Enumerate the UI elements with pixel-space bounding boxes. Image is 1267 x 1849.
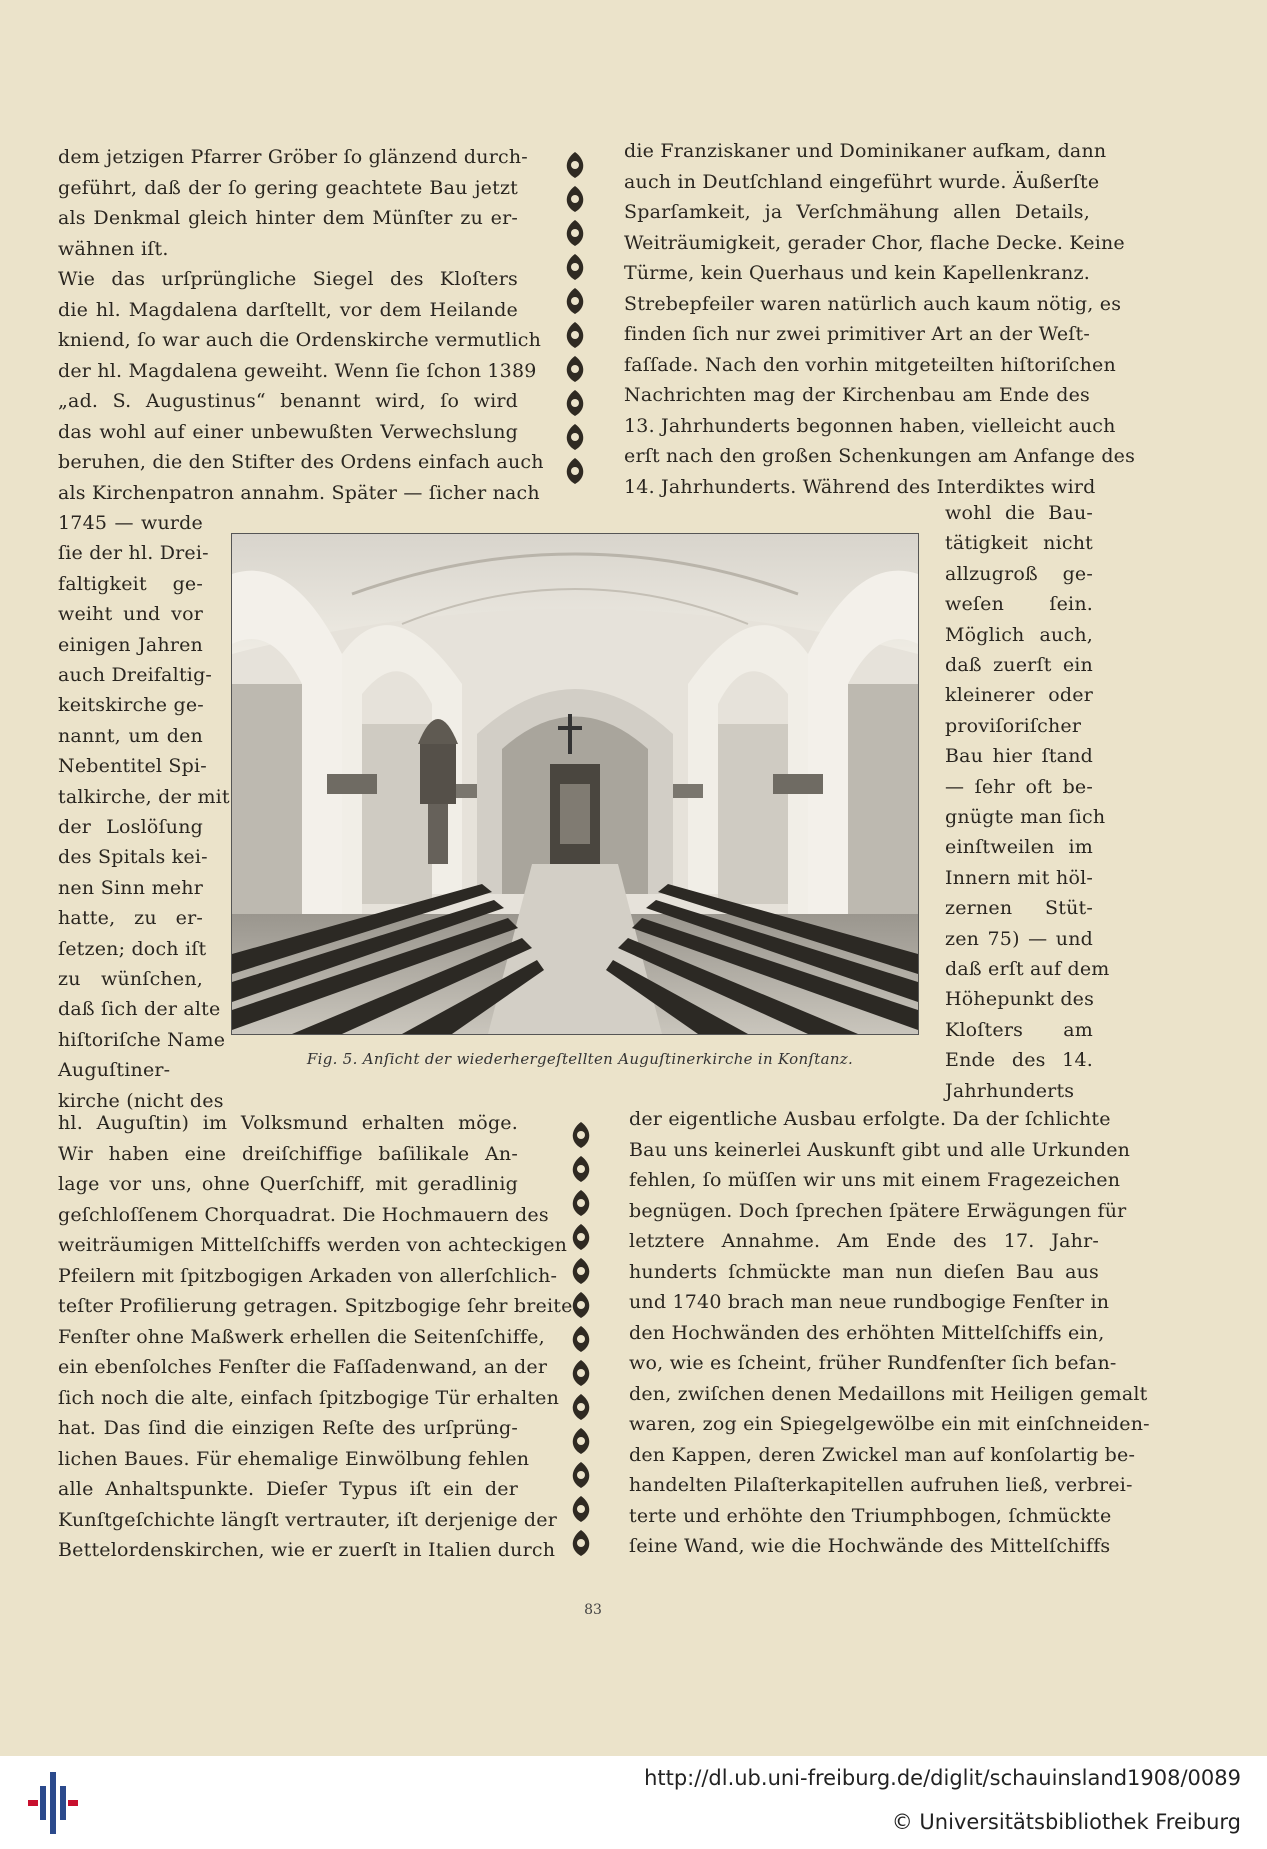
text-line: Bau uns keinerlei Auskunft gibt und alle Urkunden (629, 1138, 1131, 1161)
text-line: ſeine Wand, wie die Hochwände des Mittelſchiffs (629, 1535, 1111, 1557)
source-url-link[interactable]: http://dl.ub.uni-freiburg.de/diglit/schauinsland1908/0089 (644, 1766, 1241, 1790)
text-line: geſchloſſenem Chorquadrat. Die Hochmauern des (58, 1203, 549, 1226)
text-line: talkirche, der mit (58, 785, 230, 808)
text-line: Weiträumigkeit, gerader Chor, flache Decke. Keine (624, 231, 1125, 254)
text-line: wohl die Bau- (945, 502, 1093, 524)
text-line: auch Dreifaltig- (58, 664, 213, 686)
text-line: zu wünſchen, (58, 968, 203, 990)
text-line: wo, wie es ſcheint, früher Rundfenſter ſich befan- (629, 1352, 1117, 1374)
text-line: ein ebenſolches Fenſter die Faſſadenwand, an der (58, 1356, 548, 1378)
text-line: ſetzen; doch iſt (58, 937, 207, 960)
text-line: fehlen, ſo müſſen wir uns mit einem Fragezeichen (629, 1169, 1121, 1191)
text-line: geführt, daß der ſo gering geachtete Bau jetzt (58, 176, 518, 199)
text-line: 1745 — wurde (58, 512, 203, 534)
text-line: ſie der hl. Drei- (58, 542, 209, 565)
text-line: gnügte man ſich (945, 806, 1106, 828)
text-line: Pfeilern mit ſpitzbogigen Arkaden von allerſchlich- (58, 1264, 558, 1287)
text-line: den Hochwänden des erhöhten Mittelſchiffs ein, (629, 1321, 1105, 1344)
text-line: kniend, ſo war auch die Ordenskirche vermutlich (58, 329, 542, 351)
page-number: 83 (584, 1602, 602, 1618)
text-line: daß ſich der alte (58, 998, 221, 1021)
text-line: Nebentitel Spi- (58, 755, 207, 778)
text-line: weſen ſein. (945, 593, 1093, 616)
text-line: hunderts ſchmückte man nun dieſen Bau aus (629, 1260, 1099, 1283)
text-line: letztere Annahme. Am Ende des 17. Jahr- (629, 1230, 1099, 1252)
ornament-band-bottom (566, 1118, 596, 1558)
text-line: begnügen. Doch ſprechen ſpätere Erwägungen für (629, 1199, 1127, 1222)
text-line: weiträumigen Mittelſchiffs werden von achteckigen (58, 1234, 568, 1256)
text-line: „ad. S. Augustinus“ benannt wird, ſo wird (58, 390, 518, 412)
copyright-notice: © Universitätsbibliothek Freiburg (891, 1810, 1241, 1834)
text-line: zernen Stüt- (945, 897, 1093, 920)
text-line: allzugroß ge- (945, 562, 1093, 585)
text-line: auch in Deutſchland eingeführt wurde. Äußerſte (624, 170, 1100, 193)
text-line: 14. Jahrhunderts. Während des Interdiktes wird (624, 475, 1096, 498)
text-line: terte und erhöhte den Triumphbogen, ſchmückte (629, 1504, 1112, 1527)
text-line: Sparſamkeit, ja Verſchmähung allen Details, (624, 201, 1090, 223)
ornament-band-top (560, 148, 590, 503)
text-line: kirche (nicht des (58, 1089, 224, 1112)
text-line: daß erſt auf dem (945, 958, 1110, 980)
text-line: zen 75) — und (945, 927, 1093, 950)
text-line: ſich noch die alte, einfach ſpitzbogige Tür erhalten (58, 1386, 560, 1409)
text-line: Bettelordenskirchen, wie er zuerſt in Italien durch (58, 1539, 556, 1561)
text-line: der Loslöſung (58, 816, 203, 838)
text-line: als Kirchenpatron annahm. Später — ſicher nach (58, 481, 540, 504)
text-line: 13. Jahrhunderts begonnen haben, vielleicht auch (624, 414, 1116, 437)
text-line: hatte, zu er- (58, 907, 203, 930)
text-line: und 1740 brach man neue rundbogige Fenſter in (629, 1291, 1110, 1313)
text-line: Innern mit höl- (945, 866, 1093, 889)
text-line: die Franziskaner und Dominikaner aufkam, dann (624, 140, 1107, 162)
text-line: Wir haben eine dreiſchiffige baſilikale An- (58, 1142, 518, 1165)
text-line: tätigkeit nicht (945, 532, 1093, 555)
text-line: der eigentliche Ausbau erfolgte. Da der ſchlichte (629, 1108, 1111, 1130)
text-line: den Kappen, deren Zwickel man auf konſolartig be- (629, 1443, 1136, 1466)
text-line: Möglich auch, (945, 623, 1093, 646)
text-line: lage vor uns, ohne Querſchiff, mit geradlinig (58, 1173, 518, 1195)
text-line: Kunſtgeſchichte längſt vertrauter, iſt derjenige der (58, 1508, 557, 1531)
text-line: der hl. Magdalena geweiht. Wenn ſie ſchon 1389 (58, 359, 537, 382)
text-line: Fenſter ohne Maßwerk erhellen die Seitenſchiffe, (58, 1325, 545, 1348)
text-line: Kloſters am (945, 1018, 1093, 1041)
text-line: handelten Pilaſterkapitellen aufruhen ließ, verbrei- (629, 1474, 1133, 1496)
text-line: dem jetzigen Pfarrer Gröber ſo glänzend durch- (58, 146, 528, 168)
footer-bar (0, 1756, 1267, 1849)
figure-caption: Fig. 5. Anſicht der wiederhergeſtellten Auguſtinerkirche in Konſtanz. (306, 1050, 854, 1068)
library-logo-icon (28, 1772, 78, 1834)
text-line: hat. Das ſind die einzigen Reſte des urſprüng- (58, 1417, 518, 1439)
text-line: des Spitals kei- (58, 846, 208, 869)
text-line: das wohl auf einer unbewußten Verwechslung (58, 420, 518, 443)
text-line: nannt, um den (58, 724, 203, 747)
text-line: als Denkmal gleich hinter dem Münſter zu er- (58, 207, 518, 229)
text-line: proviſoriſcher (945, 714, 1082, 737)
text-line: Nachrichten mag der Kirchenbau am Ende des (624, 384, 1090, 406)
text-line: Jahrhunderts (945, 1079, 1075, 1102)
text-line: lichen Baues. Für ehemalige Einwölbung fehlen (58, 1447, 530, 1470)
text-line: faſſade. Nach den vorhin mitgeteilten hiſtoriſchen (624, 353, 1116, 376)
text-line: faltigkeit ge- (58, 572, 203, 595)
text-line: waren, zog ein Spiegelgewölbe ein mit einſchneiden- (629, 1413, 1150, 1435)
text-line: Auguſtiner- (58, 1059, 171, 1082)
text-line: hl. Auguſtin) im Volksmund erhalten möge. (58, 1112, 518, 1134)
text-line: einigen Jahren (58, 633, 203, 656)
text-line: keitskirche ge- (58, 694, 204, 717)
text-line: einſtweilen im (945, 836, 1093, 859)
text-line: die hl. Magdalena darſtellt, vor dem Heilande (58, 298, 518, 321)
church-interior-photo (231, 533, 919, 1035)
text-line: Wie das urſprüngliche Siegel des Kloſters (58, 268, 518, 290)
text-line: hiſtoriſche Name (58, 1028, 226, 1051)
text-line: nen Sinn mehr (58, 876, 203, 899)
text-line: weiht und vor (58, 603, 203, 626)
text-line: wähnen iſt. (58, 237, 169, 260)
text-line: Türme, kein Querhaus und kein Kapellenkranz. (624, 262, 1090, 284)
text-line: — ſehr oft be- (945, 775, 1093, 798)
text-line: den, zwiſchen denen Medaillons mit Heiligen gemalt (629, 1382, 1148, 1405)
text-line: erſt nach den großen Schenkungen am Anfange des (624, 445, 1136, 467)
text-line: beruhen, die den Stifter des Ordens einfach auch (58, 451, 544, 473)
text-line: kleinerer oder (945, 684, 1093, 707)
text-line: daß zuerſt ein (945, 654, 1093, 676)
text-line: Höhepunkt des (945, 988, 1095, 1011)
text-line: Bau hier ſtand (945, 745, 1093, 768)
text-line: finden ſich nur zwei primitiver Art an der Weſt- (624, 323, 1090, 345)
text-line: alle Anhaltspunkte. Dieſer Typus iſt ein der (58, 1478, 518, 1500)
text-line: teſter Profilierung getragen. Spitzbogige ſehr breite (58, 1295, 573, 1317)
text-line: Ende des 14. (945, 1049, 1093, 1072)
text-line: Strebepfeiler waren natürlich auch kaum nötig, es (624, 292, 1122, 315)
